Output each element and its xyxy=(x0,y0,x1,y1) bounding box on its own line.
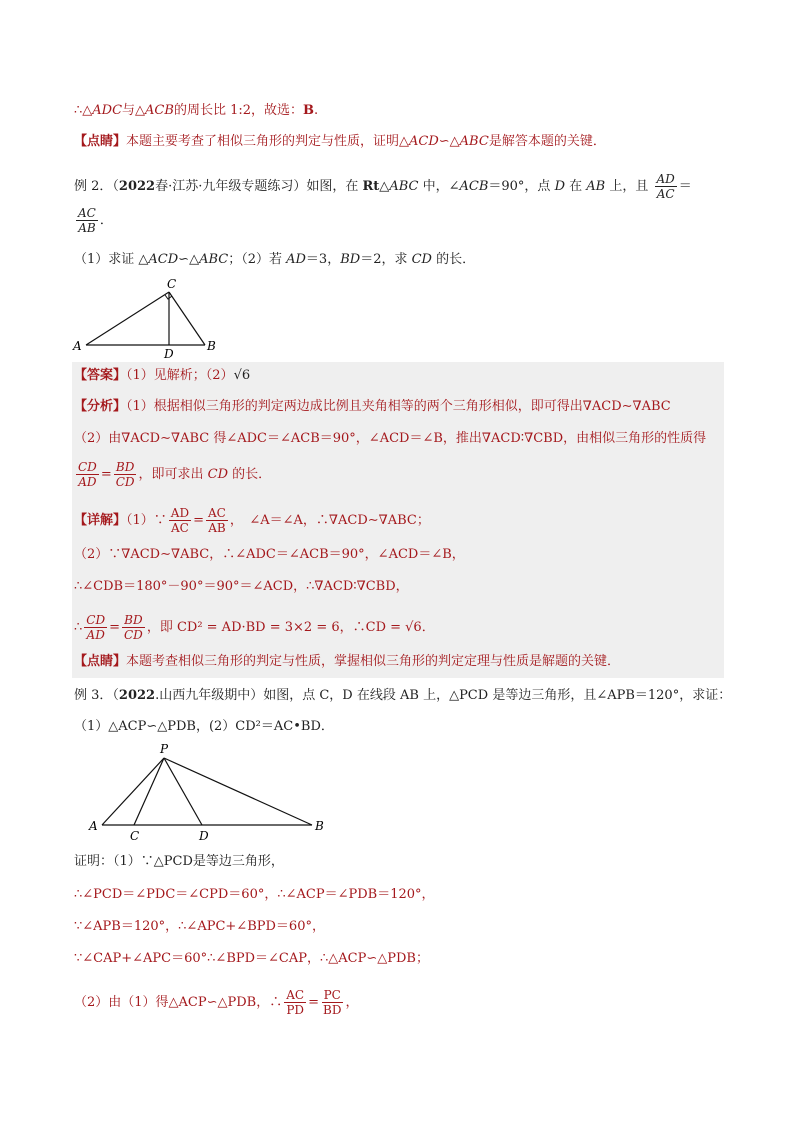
denominator: AC xyxy=(171,521,189,535)
numerator: PC xyxy=(323,988,341,1002)
text: ＝ xyxy=(678,179,692,194)
text: = xyxy=(308,995,320,1010)
label-a: A xyxy=(73,339,82,353)
comment-line-2 xyxy=(74,652,620,672)
text: （2）由∇ACD∼∇ABC 得∠ADC＝∠ACB＝90°，∠ACD＝∠B，推出∇ACD∶∇CBD，由相似三角形的性质得 xyxy=(74,431,707,446)
example2-question xyxy=(74,250,475,270)
denominator: AD xyxy=(78,475,97,489)
detail-line-1 xyxy=(74,506,430,535)
analysis-tag: 【分析】 xyxy=(74,399,127,414)
analysis-line-2 xyxy=(74,429,706,449)
denominator: BD xyxy=(323,1003,342,1017)
text: ＝90°，点 xyxy=(488,179,555,194)
text: ∴∠CDB＝180°－90°＝90°＝∠ACD，∴∇ACD∶∇CBD， xyxy=(74,579,409,594)
text: ACD xyxy=(409,134,439,149)
denominator: CD xyxy=(124,628,143,642)
text: = xyxy=(100,467,112,482)
text: 证明：（1）∵△PCD是等边三角形， xyxy=(74,854,284,869)
text: ACB xyxy=(459,179,489,194)
label-d: D xyxy=(199,829,209,843)
label-a: A xyxy=(89,819,98,833)
example3-heading xyxy=(74,686,731,706)
fraction-ac-ab xyxy=(206,506,228,535)
text: （1）∵ xyxy=(126,513,167,528)
answer-tag: 【答案】 xyxy=(74,368,127,383)
proof-line-4 xyxy=(74,949,429,969)
denominator: AC xyxy=(656,187,675,201)
segment-bc xyxy=(169,292,205,345)
text: 上，且 xyxy=(605,179,649,194)
text: = xyxy=(109,620,120,635)
segment-ac xyxy=(86,292,169,345)
label-d: D xyxy=(164,347,174,361)
example2-heading xyxy=(74,172,692,201)
segment-pb xyxy=(164,758,312,825)
text: ABC xyxy=(459,134,489,149)
numerator: AD xyxy=(656,172,675,186)
text: （1）求证 △ xyxy=(74,252,149,267)
text: ＝3， xyxy=(305,252,341,267)
text: （1）根据相似三角形的判定两边成比例且夹角相等的两个三角形相似，即可得出∇ACD∼∇ABC xyxy=(126,399,671,414)
fraction-pc-bd xyxy=(321,988,343,1017)
numerator: CD xyxy=(86,613,106,627)
text: 例 2．（ xyxy=(74,179,119,194)
analysis-line-3 xyxy=(74,460,271,489)
proof-line-5 xyxy=(74,988,358,1017)
text: D xyxy=(554,179,565,194)
comment-tag: 【点睛】 xyxy=(74,134,127,149)
fraction-bd-cd xyxy=(114,460,137,489)
text: .山西九年级期中）如图，点 C，D 在线段 AB 上，△PCD 是等边三角形，且∠APB＝120°，求证： xyxy=(155,688,732,703)
segment-pc xyxy=(134,758,164,825)
text: Rt△ xyxy=(362,179,390,194)
text: 2022 xyxy=(118,179,156,194)
text: ∵∠CAP+∠APC＝60°∴∠BPD＝∠CAP，∴△ACP∽△PDB； xyxy=(74,951,429,966)
text: ABC xyxy=(389,179,419,194)
detail-line-2 xyxy=(74,545,465,565)
text: （1）见解析；（2） xyxy=(126,368,234,383)
label-b: B xyxy=(315,819,324,833)
numerator: AD xyxy=(170,506,190,520)
example2-heading-cont xyxy=(74,206,113,235)
text: ABC xyxy=(199,252,229,267)
comment-tag: 【点睛】 xyxy=(74,654,127,669)
text: . xyxy=(314,103,319,118)
text: √6 xyxy=(233,368,251,383)
text: 的周长比 1:2，故选： xyxy=(173,103,303,118)
text: ∴∠PCD＝∠PDC＝∠CPD＝60°，∴∠ACP＝∠PDB＝120°， xyxy=(74,887,435,902)
label-c: C xyxy=(130,829,140,843)
numerator: AC xyxy=(78,206,96,220)
text: ＝2，求 xyxy=(360,252,412,267)
example3-question xyxy=(74,717,334,737)
text: 例 3．（ xyxy=(74,688,119,703)
fraction-cd-ad xyxy=(76,460,99,489)
text: ；（2）若 xyxy=(228,252,287,267)
text: ACD xyxy=(148,252,179,267)
conclusion-line xyxy=(74,101,318,121)
text: ADC xyxy=(92,103,123,118)
text: 的长． xyxy=(431,252,476,267)
label-b: B xyxy=(207,339,216,353)
text: ∵∠APB＝120°，∴∠APC+∠BPD＝60°， xyxy=(74,919,325,934)
numerator: AC xyxy=(208,506,226,520)
text: （2）∵∇ACD∼∇ABC，∴∠ADC＝∠ACB＝90°，∠ACD＝∠B， xyxy=(74,547,465,562)
text: ， ∠A＝∠A，∴∇ACD∼∇ABC； xyxy=(229,513,430,528)
detail-line-4 xyxy=(74,613,435,642)
text: ，即可求出 xyxy=(138,467,208,482)
text: B xyxy=(303,103,314,118)
text: ACB xyxy=(145,103,174,118)
text: ， xyxy=(345,995,359,1010)
triangle-figure-apb xyxy=(82,740,342,850)
fraction-ac-ab xyxy=(76,206,98,235)
text: ，即 CD² = AD·BD = 3×2 = 6，∴CD = √6． xyxy=(146,620,435,635)
proof-line-2 xyxy=(74,885,435,905)
text: 在 xyxy=(565,179,587,194)
text: CD xyxy=(207,467,229,482)
text: = xyxy=(193,513,204,528)
text: （2）由（1）得△ACP∽△PDB，∴ xyxy=(74,995,283,1010)
numerator: CD xyxy=(78,460,97,474)
text: ∽△ xyxy=(178,252,200,267)
text: 的长． xyxy=(228,467,272,482)
numerator: BD xyxy=(115,460,135,474)
text: 本题考查相似三角形的判定与性质，掌握相似三角形的判定定理与性质是解题的关键． xyxy=(126,654,621,669)
text: 本题主要考查了相似三角形的判定与性质，证明△ xyxy=(126,134,410,149)
text: ． xyxy=(99,213,113,228)
text: 中，∠ xyxy=(418,179,460,194)
text: 2022 xyxy=(118,688,156,703)
text: 是解答本题的关键． xyxy=(488,134,606,149)
text: BD xyxy=(340,252,361,267)
text: 与△ xyxy=(122,103,146,118)
fraction-cd-ad xyxy=(84,613,107,642)
text: ∽△ xyxy=(438,134,460,149)
triangle-figure-abc xyxy=(66,272,226,362)
label-c: C xyxy=(167,277,177,291)
text: ∴△ xyxy=(74,103,93,118)
answer-line xyxy=(74,366,250,386)
comment-line xyxy=(74,132,606,152)
numerator: BD xyxy=(124,613,143,627)
fraction-bd-cd xyxy=(122,613,145,642)
text: AB xyxy=(586,179,606,194)
denominator: AD xyxy=(86,628,105,642)
segment-pd xyxy=(164,758,202,825)
denominator: PD xyxy=(286,1003,305,1017)
denominator: CD xyxy=(115,475,135,489)
segment-ap xyxy=(102,758,164,825)
analysis-line-1 xyxy=(74,397,671,417)
proof-line-3 xyxy=(74,917,325,937)
text: AD xyxy=(286,252,306,267)
text: （1）△ACP∽△PDB，(2）CD²＝AC•BD． xyxy=(74,719,334,734)
fraction-ac-pd xyxy=(284,988,306,1017)
text: 春·江苏·九年级专题练习）如图，在 xyxy=(155,179,363,194)
detail-line-3 xyxy=(74,577,409,597)
fraction-ad-ac xyxy=(655,172,677,201)
numerator: AC xyxy=(286,988,305,1002)
denominator: AB xyxy=(208,521,226,535)
denominator: AB xyxy=(78,221,96,235)
label-p: P xyxy=(160,742,169,756)
text: CD xyxy=(411,252,432,267)
text: ∴ xyxy=(74,620,83,635)
detail-tag: 【详解】 xyxy=(74,513,127,528)
fraction-ad-ac xyxy=(169,506,191,535)
proof-line-1 xyxy=(74,852,284,872)
